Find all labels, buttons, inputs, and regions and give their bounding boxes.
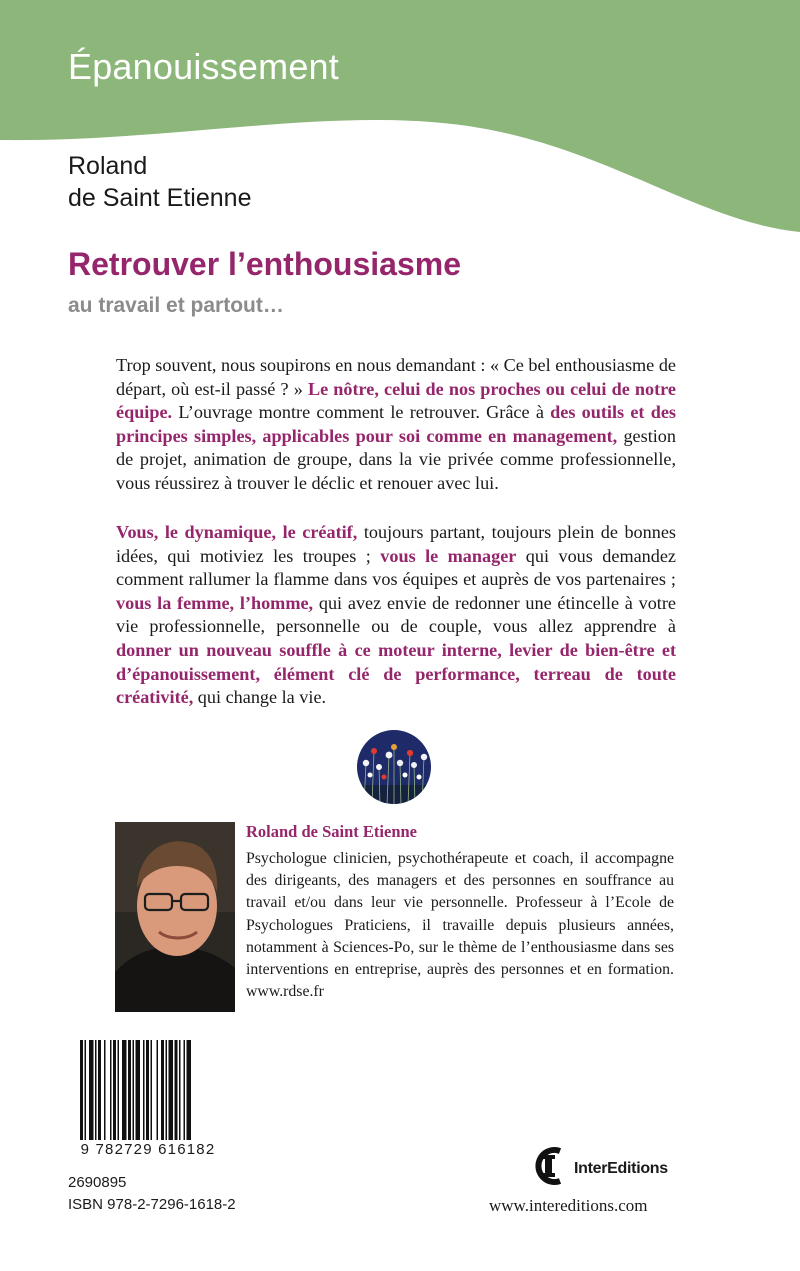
text-segment: gestion de projet, animation de groupe, dans la vie privée comme professionnelle, vous réussirez à trouver le déclic et renouer avec lui. — [116, 425, 676, 493]
barcode-bar — [133, 1040, 135, 1140]
barcode-bar — [80, 1040, 83, 1140]
highlighted-phrase: Vous, le dynamique, le créatif, — [116, 522, 358, 542]
text-segment: qui avez envie de redonner une étincelle à votre vie professionnelle, personnelle ou de couple, vous allez apprendre à — [116, 592, 676, 637]
bio-author-name: Roland de Saint Etienne — [246, 822, 417, 841]
publisher-website: www.intereditions.com — [489, 1196, 648, 1215]
barcode-bar — [136, 1040, 141, 1140]
highlighted-phrase: vous la femme, l’homme, — [116, 592, 314, 613]
flower-illustration-icon — [356, 729, 432, 805]
barcode-bar — [151, 1040, 153, 1140]
barcode-bar — [95, 1040, 97, 1140]
barcode-bar — [161, 1040, 164, 1140]
text-segment: toujours partant, toujours plein de bonnes idées, qui motiviez les troupes ; — [116, 522, 676, 566]
barcode-bar — [104, 1040, 106, 1140]
barcode-bar — [157, 1040, 159, 1140]
barcode-bar — [187, 1040, 192, 1140]
product-code: 2690895 — [68, 1174, 127, 1191]
barcode-bar — [122, 1040, 127, 1140]
text-segment: qui vous demandez comment rallumer la flamme dans vos équipes et auprès de vos partenaires ; — [116, 545, 677, 590]
barcode-bar — [118, 1040, 120, 1140]
blurb-paragraph-1 — [116, 354, 676, 496]
author-name — [68, 150, 251, 214]
text-segment: qui change la vie. — [193, 687, 327, 708]
highlighted-phrase: vous le manager — [380, 545, 517, 566]
barcode-bar — [175, 1040, 178, 1140]
highlighted-phrase: donner un nouveau souffle à ce moteur interne, levier de bien-être et d’épanouissement, élément clé de performance, terreau de toute créativité, — [116, 639, 676, 708]
barcode-bar — [169, 1040, 174, 1140]
barcode-digits: 9 782729 616182 — [80, 1141, 216, 1158]
barcode-bar — [98, 1040, 101, 1140]
barcode-bar — [110, 1040, 112, 1140]
collection-name: Épanouissement — [68, 46, 339, 87]
highlighted-phrase: Le nôtre, celui de nos proches ou celui de notre équipe. — [116, 378, 676, 423]
text-segment: Trop souvent, nous soupirons en nous demandant : « Ce bel enthousiasme de départ, où est-il passé ? » — [116, 355, 676, 399]
isbn-number: ISBN 978-2-7296-1618-2 — [68, 1196, 236, 1213]
author-photo — [115, 822, 235, 1012]
barcode-bar — [85, 1040, 87, 1140]
author-second-line: de Saint Etienne — [68, 184, 252, 212]
publisher-name: InterEditions — [574, 1160, 668, 1177]
author-bio: Psychologue clinicien, psychothérapeute et coach, il accompagne des dirigeants, des managers et des personnes en souffrance au travail et/ou dans leur vie personnelle. Professeur à l’Ecole de Psychologues Praticiens, il travaille depuis plusieurs années, notamment à Sciences-Po, sur le thème de l’enthousiasme dans ses interventions en entreprise, auprès des personnes et en formation. www.rdse.fr — [246, 850, 674, 1001]
author-first-line: Roland — [68, 152, 148, 180]
book-title: Retrouver l’enthousiasme — [68, 246, 461, 282]
barcode-bar — [89, 1040, 94, 1140]
barcode-bar — [113, 1040, 116, 1140]
blurb-paragraph-2 — [116, 521, 676, 710]
barcode-bar — [179, 1040, 181, 1140]
text-segment: L’ouvrage montre comment le retrouver. Grâce à — [172, 402, 551, 423]
barcode-bar — [184, 1040, 186, 1140]
barcode-bar — [166, 1040, 168, 1140]
barcode-bar — [128, 1040, 131, 1140]
barcode-bar — [146, 1040, 149, 1140]
barcode-bar — [143, 1040, 145, 1140]
highlighted-phrase: des outils et des principes simples, applicables pour soi comme en management, — [116, 402, 676, 446]
book-subtitle: au travail et partout… — [68, 294, 284, 317]
intereditions-logo-icon — [530, 1143, 566, 1189]
